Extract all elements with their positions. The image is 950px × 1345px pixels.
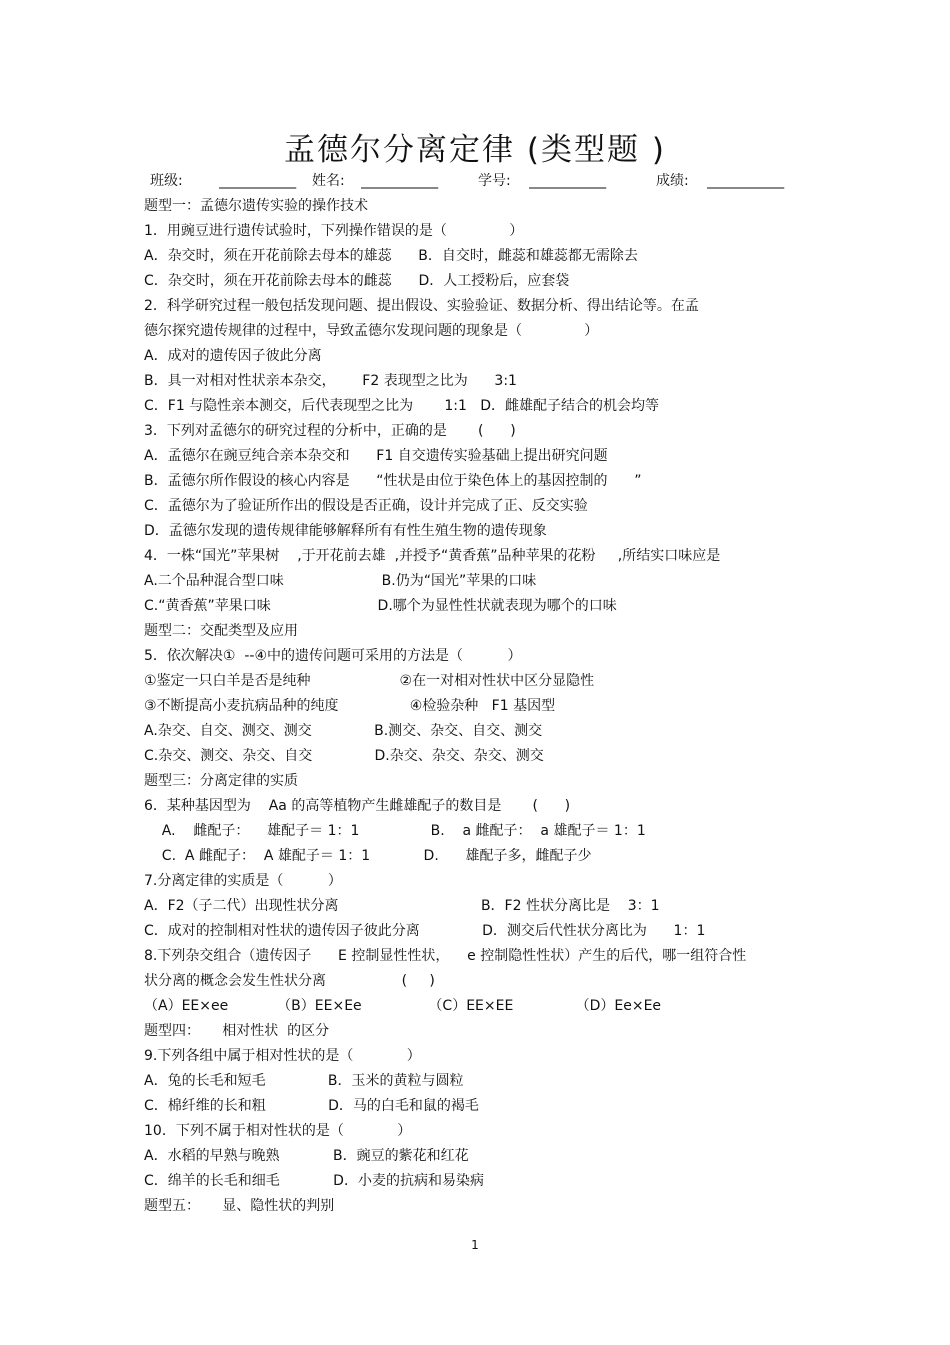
q10-options-cd: C．绵羊的长毛和细毛 D．小麦的抗病和易染病 <box>144 1173 484 1189</box>
q6-options-cd: C. A 雌配子： A 雄配子＝ 1：1 D. 雄配子多，雌配子少 <box>144 848 592 864</box>
question-10: 10．下列不属于相对性状的是（ ） <box>144 1123 412 1139</box>
section-heading-4: 题型四： 相对性状 的区分 <box>144 1023 330 1039</box>
name-blank: ___________ <box>361 173 439 189</box>
question-8-line1: 8.下列杂交组合（遗传因子 E 控制显性性状， e 控制隐性性状）产生的后代，哪一组符合性 <box>144 948 747 964</box>
q6-options-ab: A. 雌配子： 雄配子＝ 1：1 B. a 雌配子： a 雄配子＝ 1：1 <box>144 823 646 839</box>
question-1: 1．用豌豆进行遗传试验时，下列操作错误的是（ ） <box>144 223 524 239</box>
q3-option-b: B．孟德尔所作假设的核心内容是 “性状是由位于染色体上的基因控制的 ” <box>144 473 642 489</box>
question-8-line2: 状分离的概念会发生性状分离 ( ) <box>144 973 435 989</box>
class-label: 班级: <box>150 173 183 189</box>
q3-option-a: A．孟德尔在豌豆纯合亲本杂交和 F1 自交遗传实验基础上提出研究问题 <box>144 448 608 464</box>
student-id-field <box>478 170 606 190</box>
q10-options-ab: A．水稻的早熟与晚熟 B．豌豆的紫花和红花 <box>144 1148 469 1164</box>
question-7: 7.分离定律的实质是（ ） <box>144 873 342 889</box>
class-blank: ___________ <box>219 173 297 189</box>
q8-options: （A）EE×ee （B）EE×Ee （C）EE×EE （D）Ee×Ee <box>144 998 662 1014</box>
q9-options-ab: A．兔的长毛和短毛 B．玉米的黄粒与圆粒 <box>144 1073 464 1089</box>
name-label: 姓名: <box>312 173 345 189</box>
q2-options-cd: C．F1 与隐性亲本测交，后代表现型之比为 1:1 D．雌雄配子结合的机会均等 <box>144 398 659 414</box>
q1-options-ab: A．杂交时，须在开花前除去母本的雄蕊 B．自交时，雌蕊和雄蕊都无需除去 <box>144 248 638 264</box>
class-field <box>150 170 296 190</box>
question-6: 6．某种基因型为 Aa 的高等植物产生雌雄配子的数目是 ( ) <box>144 798 571 814</box>
q7-options-ab: A．F2（子二代）出现性状分离 B．F2 性状分离比是 3：1 <box>144 898 660 914</box>
score-field <box>656 170 784 190</box>
question-3: 3．下列对孟德尔的研究过程的分析中，正确的是 ( ) <box>144 423 516 439</box>
page-number: 1 <box>471 1238 479 1252</box>
question-body <box>144 194 844 1219</box>
q4-options-cd: C.“黄香蕉”苹果口味 D.哪个为显性性状就表现为哪个的口味 <box>144 598 617 614</box>
section-heading-3: 题型三：分离定律的实质 <box>144 773 298 789</box>
q5-items-34: ③不断提高小麦抗病品种的纯度 ④检验杂种 F1 基因型 <box>144 698 556 714</box>
section-heading-1: 题型一：孟德尔遗传实验的操作技术 <box>144 198 368 214</box>
q4-options-ab: A.二个品种混合型口味 B.仍为“国光”苹果的口味 <box>144 573 537 589</box>
score-blank: ___________ <box>707 173 785 189</box>
q5-options-ab: A.杂交、自交、测交、测交 B.测交、杂交、自交、测交 <box>144 723 543 739</box>
q5-items-12: ①鉴定一只白羊是否是纯种 ②在一对相对性状中区分显隐性 <box>144 673 595 689</box>
q7-options-cd: C．成对的控制相对性状的遗传因子彼此分离 D．测交后代性状分离比为 1：1 <box>144 923 706 939</box>
name-field <box>312 170 438 190</box>
q2-option-b: B．具一对相对性状亲本杂交， F2 表现型之比为 3:1 <box>144 373 517 389</box>
question-5: 5．依次解决① --④中的遗传问题可采用的方法是（ ） <box>144 648 522 664</box>
page-title: 孟德尔分离定律 (类型题 ) <box>284 132 666 168</box>
q3-option-c: C．孟德尔为了验证所作出的假设是否正确，设计并完成了正、反交实验 <box>144 498 588 514</box>
q1-options-cd: C．杂交时，须在开花前除去母本的雌蕊 D．人工授粉后，应套袋 <box>144 273 570 289</box>
q9-options-cd: C．棉纤维的长和粗 D．马的白毛和鼠的褐毛 <box>144 1098 479 1114</box>
q2-option-a: A．成对的遗传因子彼此分离 <box>144 348 322 364</box>
question-2-line2: 德尔探究遗传规律的过程中，导致孟德尔发现问题的现象是（ ） <box>144 323 599 339</box>
q5-options-cd: C.杂交、测交、杂交、自交 D.杂交、杂交、杂交、测交 <box>144 748 544 764</box>
section-heading-2: 题型二：交配类型及应用 <box>144 623 298 639</box>
student-id-label: 学号: <box>478 173 511 189</box>
score-label: 成绩: <box>656 173 689 189</box>
question-9: 9.下列各组中属于相对性状的是（ ） <box>144 1048 421 1064</box>
question-4: 4．一株“国光”苹果树 ,于开花前去雄 ,并授予“黄香蕉”品种苹果的花粉 ,所结实口味应是 <box>144 548 721 564</box>
section-heading-5: 题型五： 显、隐性状的判别 <box>144 1198 335 1214</box>
question-2-line1: 2．科学研究过程一般包括发现问题、提出假设、实验验证、数据分析、得出结论等。在孟 <box>144 298 699 314</box>
student-id-blank: ___________ <box>529 173 607 189</box>
q3-option-d: D．孟德尔发现的遗传规律能够解释所有有性生殖生物的遗传现象 <box>144 523 547 539</box>
